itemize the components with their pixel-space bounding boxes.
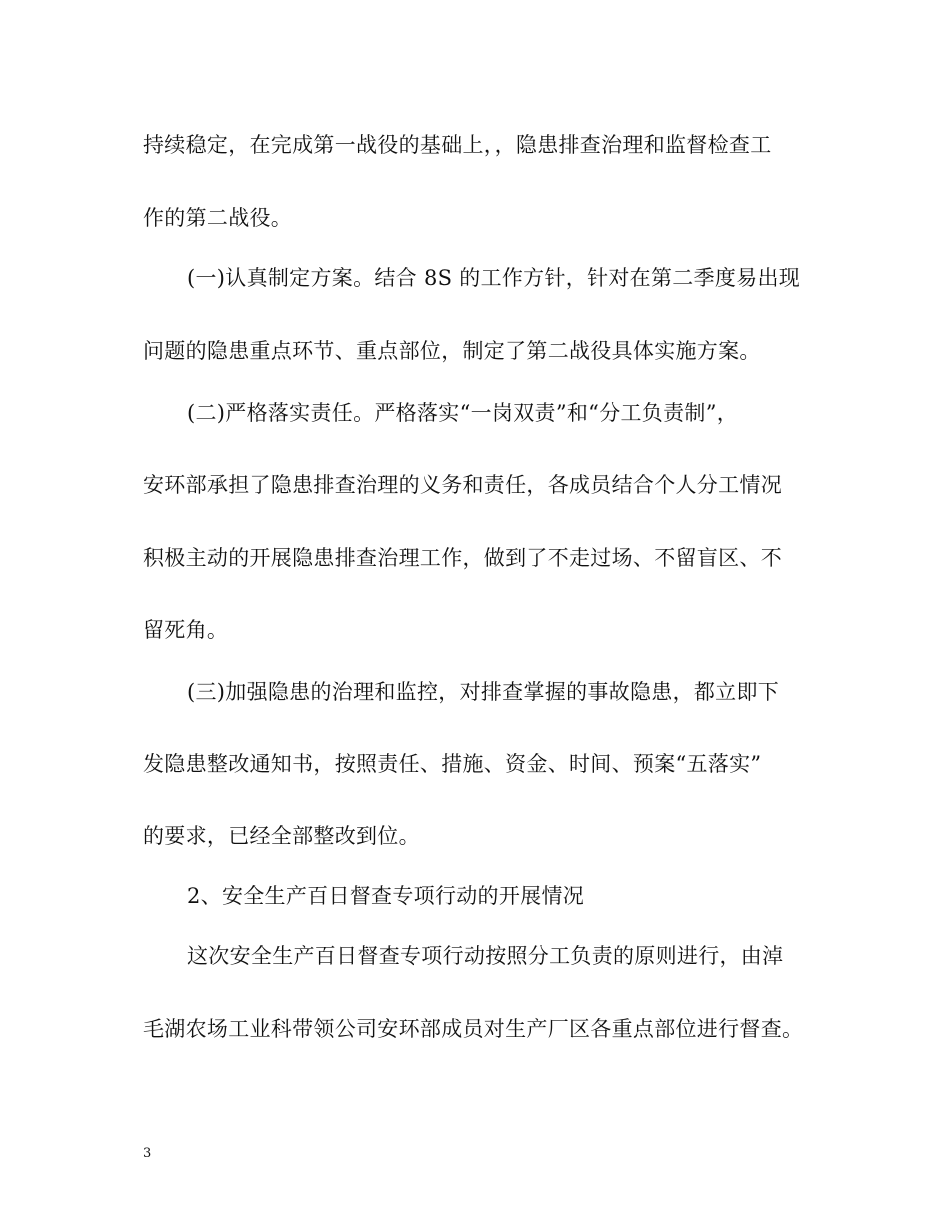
- section-heading: 2、安全生产百日督查专项行动的开展情况: [187, 884, 585, 908]
- paragraph-3-line-3: 的要求，已经全部整改到位。: [143, 824, 420, 848]
- text-line-1: 持续稳定，在完成第一战役的基础上，，隐患排查治理和监督检查工: [143, 133, 772, 157]
- paragraph-4-line-1: 这次安全生产百日督查专项行动按照分工负责的原则进行，由淖: [187, 944, 784, 968]
- paragraph-1-line-2: 问题的隐患重点环节、重点部位，制定了第二战役具体实施方案。: [143, 339, 761, 363]
- paragraph-2-line-2: 安环部承担了隐患排查治理的义务和责任，各成员结合个人分工情况: [143, 473, 782, 497]
- paragraph-2-line-3: 积极主动的开展隐患排查治理工作，做到了不走过场、不留盲区、不: [143, 546, 782, 570]
- paragraph-2-line-1: (二)严格落实责任。严格落实“一岗双责”和“分工负责制”，: [187, 401, 739, 425]
- paragraph-3-line-1: (三)加强隐患的治理和监控，对排查掌握的事故隐患，都立即下: [187, 680, 780, 704]
- page-number: 3: [143, 1146, 152, 1161]
- paragraph-1-line-1: (一)认真制定方案。结合 8S 的工作方针，针对在第二季度易出现: [187, 266, 801, 290]
- paragraph-4-line-2: 毛湖农场工业科带领公司安环部成员对生产厂区各重点部位进行督查。: [143, 1017, 804, 1041]
- paragraph-3-line-2: 发隐患整改通知书，按照责任、措施、资金、时间、预案“五落实”: [143, 752, 762, 776]
- text-line-2: 作的第二战役。: [143, 206, 293, 230]
- paragraph-2-line-4: 留死角。: [143, 618, 229, 642]
